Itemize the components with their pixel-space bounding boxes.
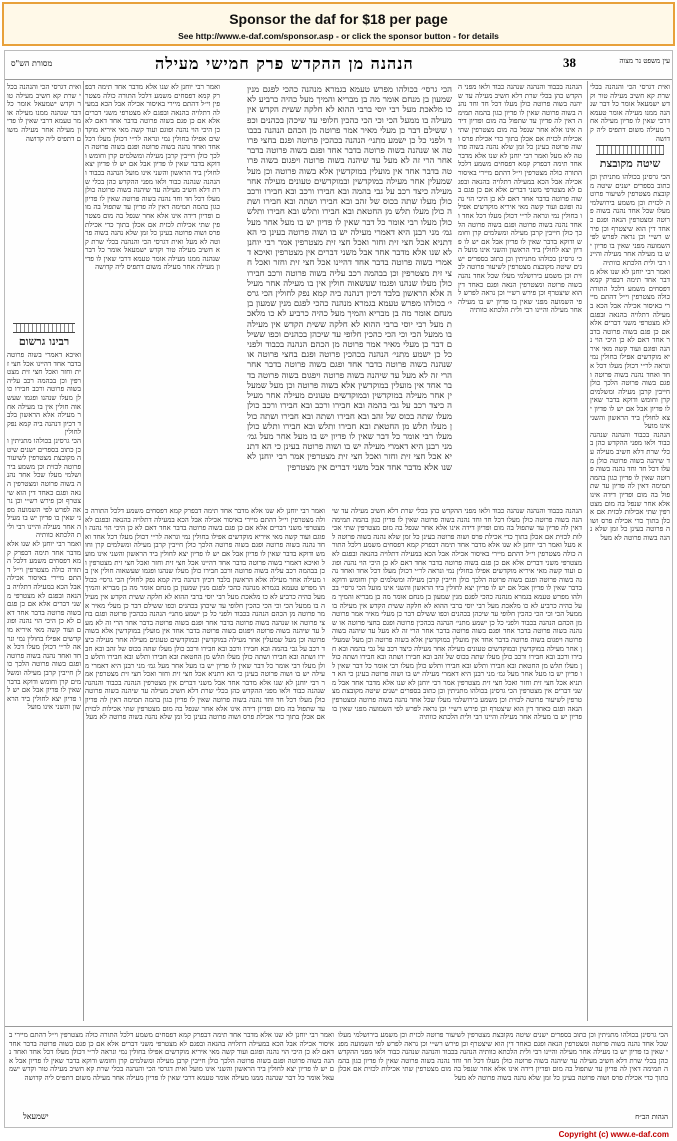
page-header — [5, 51, 672, 79]
footer-left-label: ישמעאל — [23, 1112, 49, 1121]
ein-mishpat-label: עין משפט נר מצוה — [619, 57, 670, 65]
rabbeinu-text-cont: הכי גרסינן בכולהו מתניתין וכן כתוב בספרים ישנים שיטה מקובצת מצטרפין לשיעור פרוטה לכזית וכן משמע בירושלמי מעלו שכל אחד נהנה בשוה פרוטה ומצטרפין הנאה ופגם כאחד דין הוא שיצטרף וכן פירש רש״י וכן נראה לפרש לפי השמועה מפני שאין בו פדיון יש בו מעילה אחר מעילה והיינו רבי ולית הלכתא כוותיה — [7, 436, 81, 540]
sponsor-title: Sponsor the daf for $18 per page — [229, 11, 448, 27]
ornament-divider-left — [13, 323, 75, 333]
copyright-link[interactable]: Copyright (c) www.e-daf.com — [558, 1130, 669, 1139]
bottom-notes-right: הכי גרסינן בכולהו מתניתין וכן כתוב בספרים ישנים שיטה מקובצת מצטרפין לשיעור פרוטה לכזית וכן משמע בירושלמי מעלו שכל אחד נהנה בשוה פרוטה ומצטרפין הנאה ופגם כאחד דין הוא שיצטרף וכן פירש רש״י וכן נראה לפרש לפי השמועה מפני שאין בו פדיון יש בו מעילה אחר מעילה והיינו רבי ולית הלכתא כוותיה הנהנה בכבוד והנהנה שנהנה כבוד ולאו מפני ההקדש כהן בכלי שרת דלא חשיב מעילה עד שיהנה בשוה פרוטה כולן מעלו דכל חד וחד נהנה בשוה פרוטה שאין לו פדיון כגון בהמה תמימה דאין לה פדיון עד שתפול בה מום ופדיון דידה אינו אלא אחר שנפל בה מום מצטרפין שתי אכילות לכזית אם אכלן בתוך כדי אכילת פרס ושוה פרוטה בעינן כל זמן שלא נהנה בשוה פרוטה לא מעל — [338, 1031, 668, 1082]
rashi-lower: הנהנה בכבוד והנהנה שנהנה כבוד ולאו מפני ההקדש כהן בכלי שרת דלא חשיב מעילה עד שיהנה בשוה פרוטה כולן מעלו דכל חד וחד נהנה בשוה פרוטה שאין לו פדיון כגון בהמה תמימה דאין לה פדיון עד שתפול בה מום ופדיון דידה אינו אלא אחר שנפל בה מום מצטרפין שתי אכילות לכזית אם אכלן בתוך כדי אכילת פרס ושוה פרוטה בעינן כל זמן שלא נהנה בשוה פרוטה לא מעל ואמר רבי יוחנן לא שנו אלא מדבר אחד תימה דבפרק קמא דפסחים משמע דלכל התורה כולה מצטרפין וי״ל דהתם מיירי באיסור אכילה אבל הכא במעילה דתלויה בהנאה ובפגם לא מצטרפי משני דברים אלא אם כן פגם בשוה פרוטה בדבר אחד דאם לא כן היכי הוי נהנה ופוגם ועוד קשה מאי איריא מוקדשים אפילו בחולין נמי ונראה לר״י דכולן מעלו דכל אחד ואחד נהנה בשוה פרוטה ופגם בשוה פרוטה הלכך כולן חייבין קרבן מעילה ומשלמים קרן וחומש ודוקא בדבר שאין לו פדיון אבל אם יש לו פדיון יצא לחולין ביד הראשון והשני אינו מועל הכי גרסי׳ בכולהו מפרש טעמא בגמרא מנהנה כהכי לפגם מנין שמעון בן מנחם אומר מה בן מבריא והמיך מעל כהיה כרביע לא כו מלאכת מעל רבי יוסי ברבי ההוא לא חלקה ששית הקדש אין מעילה בו ממעל הכי וכי הכי כהכין חלופי עד שיכהן בכהנים וכפו ששילם דבר כן מעלי מאיר אמר פרוטה מן הכהם הנהנה בכבוד ולפני כל כן ישמע מתני׳ הנהנה בכהכין פרוטה ופגם בחצי פרוטה או שנהנה בשוה פרוטה בדבר אחד ופגם בשוה פרוטה בדבר אחר הרי זה לא מעל עד שיהנה בשוה פרוטה ויפגום בשוה פרוטה בדבר אחד אין מועלין במוקדשין אלא בשוה פרוטה וכן מעל שמעלין אחר מעילה במוקדשין ובמוקדשים טעונים מעילה אחר מעילה כיצד רכב על גבי בהמה ובא חבירו ורכב ובא חבירו ורכב כולן מעלו שתה בכוס של זהב ובא חבירו ושתה ובא חבירו ושתה כולן מעלו תלש מן החטאת ובא חבירו ותלש ובא חבירו ותלש כולן מעלו רבי אומר כל דבר שאין לו פדיון יש בו מעל אחר מעל גמ׳ מני רבנן היא דאמרי מעילה יש בו ושוה פרוטה בעינן כי הא דתניא אכל חצי זית וחזר ואכל חצי זית מצטרפין אמר רבי יוחנן לא שנו אלא מדבר אחד אבל משני דברים אין מצטרפין הכי גרסינן בכולהו מתניתין וכן כתוב בספרים ישנים שיטה מקובצת מצטרפין לשיעור פרוטה לכזית וכן משמע בירושלמי מעלו שכל אחד נהנה בשוה פרוטה ומצטרפין הנאה ופגם כאחד דין הוא שיצטרף וכן פירש רש״י וכן נראה לפרש לפי השמועה מפני שאין בו פדיון יש בו מעילה אחר מעילה והיינו רבי ולית הלכתא כוותיה — [332, 507, 582, 722]
rabbeinu-text-cont2: ואמר רבי יוחנן לא שנו אלא מדבר אחד תימה דבפרק קמא דפסחים משמע דלכל התורה כולה מצטרפין וי״ל דהתם מיירי באיסור אכילה אבל הכא במעילה דתלויה בהנאה ובפגם לא מצטרפי משני דברים אלא אם כן פגם בשוה פרוטה בדבר אחד דאם לא כן היכי הוי נהנה ופוגם ועוד קשה מאי איריא מוקדשים אפילו בחולין נמי ונראה לר״י דכולן מעלו דכל אחד ואחד נהנה בשוה פרוטה ופגם בשוה פרוטה הלכך כולן חייבין קרבן מעילה ומשלמים קרן וחומש ודוקא בדבר שאין לו פדיון אבל אם יש לו פדיון יצא לחולין ביד הראשון והשני אינו מועל — [7, 540, 81, 712]
rabbeinu-gershom-column — [7, 321, 81, 1021]
rabbeinu-text: ואיכא דאמרי בשוה פרוטה בדבר אחד דהיינו אכל חצי זית וחזר ואכל חצי זית מצטרפין וכן בבהמה רכב עליה בשוה פרוטה ורכב חבירו כולן מעלו שנהנו ופגמו שעשאוה חולין אין בו מעילה אחר מעילה אלא הראשון בלבד דכיון דנהנה ביה קמא נפק לחולין — [7, 351, 81, 437]
shita-text-cont2: הנהנה בכבוד והנהנה שנהנה כבוד ולאו מפני ההקדש כהן בכלי שרת דלא חשיב מעילה עד שיהנה בשוה פרוטה כולן מעלו דכל חד וחד נהנה בשוה פרוטה שאין לו פדיון כגון בהמה תמימה דאין לה פדיון עד שתפול בה מום ופדיון דידה אינו אלא אחר שנפל בה מום מצטרפין שתי אכילות לכזית אם אכלן בתוך כדי אכילת פרס ושוה פרוטה בעינן כל זמן שלא נהנה בשוה פרוטה לא מעל — [590, 430, 670, 542]
daf-page — [4, 50, 673, 1128]
tosafot-lower: ואמר רבי יוחנן לא שנו אלא מדבר אחד תימה דבפרק קמא דפסחים משמע דלכל התורה כולה מצטרפין וי״ל דהתם מיירי באיסור אכילה אבל הכא במעילה דתלויה בהנאה ובפגם לא מצטרפי משני דברים אלא אם כן פגם בשוה פרוטה בדבר אחד דאם לא כן היכי הוי נהנה ופוגם ועוד קשה מאי איריא מוקדשים אפילו בחולין נמי ונראה לר״י דכולן מעלו דכל אחד ואחד נהנה בשוה פרוטה ופגם בשוה פרוטה הלכך כולן חייבין קרבן מעילה ומשלמים קרן וחומש ודוקא בדבר שאין לו פדיון אבל אם יש לו פדיון יצא לחולין ביד הראשון והשני אינו מועל ואיכא דאמרי בשוה פרוטה בדבר אחד דהיינו אכל חצי זית וחזר ואכל חצי זית מצטרפין וכן בבהמה רכב עליה בשוה פרוטה ורכב חבירו כולן מעלו שנהנו ופגמו שעשאוה חולין אין בו מעילה אחר מעילה אלא הראשון בלבד דכיון דנהנה ביה קמא נפק לחולין הכי גרסי׳ בכולהו מפרש טעמא בגמרא מנהנה כהכי לפגם מנין שמעון בן מנחם אומר מה בן מבריא והמיך מעל כהיה כרביע לא כו מלאכת מעל רבי יוסי ברבי ההוא לא חלקה ששית הקדש אין מעילה בו ממעל הכי וכי הכי כהכין חלופי עד שיכהן בכהנים וכפו ששילם דבר כן מעלי מאיר אמר פרוטה מן הכהם הנהנה בכבוד ולפני כל כן ישמע מתני׳ הנהנה בכהכין פרוטה ופגם בחצי פרוטה או שנהנה בשוה פרוטה בדבר אחד ופגם בשוה פרוטה בדבר אחר הרי זה לא מעל עד שיהנה בשוה פרוטה ויפגום בשוה פרוטה בדבר אחד אין מועלין במוקדשין אלא בשוה פרוטה וכן מעל שמעלין אחר מעילה במוקדשין ובמוקדשים טעונים מעילה אחר מעילה כיצד רכב על גבי בהמה ובא חבירו ורכב ובא חבירו ורכב כולן מעלו שתה בכוס של זהב ובא חבירו ושתה ובא חבירו ושתה כולן מעלו תלש מן החטאת ובא חבירו ותלש ובא חבירו ותלש כולן מעלו רבי אומר כל דבר שאין לו פדיון יש בו מעל אחר מעל גמ׳ מני רבנן היא דאמרי מעילה יש בו ושוה פרוטה בעינן כי הא דתניא אכל חצי זית וחזר ואכל חצי זית מצטרפין אמר רבי יוחנן לא שנו אלא מדבר אחד אבל משני דברים אין מצטרפין הנהנה בכבוד והנהנה שנהנה כבוד ולאו מפני ההקדש כהן בכלי שרת דלא חשיב מעילה עד שיהנה בשוה פרוטה כולן מעלו דכל חד וחד נהנה בשוה פרוטה שאין לו פדיון כגון בהמה תמימה דאין לה פדיון עד שתפול בה מום ופדיון דידה אינו אלא אחר שנפל בה מום מצטרפין שתי אכילות לכזית אם אכלן בתוך כדי אכילת פרס ושוה פרוטה בעינן כל זמן שלא נהנה בשוה פרוטה לא מעל — [85, 507, 325, 722]
page-number: 38 — [563, 55, 576, 70]
shita-text-cont: ואמר רבי יוחנן לא שנו אלא מדבר אחד תימה דבפרק קמא דפסחים משמע דלכל התורה כולה מצטרפין וי״ל דהתם מיירי באיסור אכילה אבל הכא במעילה דתלויה בהנאה ובפגם לא מצטרפי משני דברים אלא אם כן פגם בשוה פרוטה בדבר אחד דאם לא כן היכי הוי נהנה ופוגם ועוד קשה מאי איריא מוקדשים אפילו בחולין נמי ונראה לר״י דכולן מעלו דכל אחד ואחד נהנה בשוה פרוטה ופגם בשוה פרוטה הלכך כולן חייבין קרבן מעילה ומשלמים קרן וחומש ודוקא בדבר שאין לו פדיון אבל אם יש לו פדיון יצא לחולין ביד הראשון והשני אינו מועל — [590, 267, 670, 431]
tosafot-column: ואמר רבי יוחנן לא שנו אלא מדבר אחד תימה דבפרק קמא דפסחים משמע דלכל התורה כולה מצטרפין וי״ל דהתם מיירי באיסור אכילה אבל הכא במעילה דתלויה בהנאה ובפגם לא מצטרפי משני דברים אלא אם כן פגם בשוה פרוטה בדבר אחד דאם לא כן היכי הוי נהנה ופוגם ועוד קשה מאי איריא מוקדשים אפילו בחולין נמי ונראה לר״י דכולן מעלו דכל אחד ואחד נהנה בשוה פרוטה ופגם בשוה פרוטה הלכך כולן חייבין קרבן מעילה ומשלמים קרן וחומש ודוקא בדבר שאין לו פדיון אבל אם יש לו פדיון יצא לחולין ביד הראשון והשני אינו מועל הנהנה בכבוד והנהנה שנהנה כבוד ולאו מפני ההקדש כהן בכלי שרת דלא חשיב מעילה עד שיהנה בשוה פרוטה כולן מעלו דכל חד וחד נהנה בשוה פרוטה שאין לו פדיון כגון בהמה תמימה דאין לה פדיון עד שתפול בה מום ופדיון דידה אינו אלא אחר שנפל בה מום מצטרפין שתי אכילות לכזית אם אכלן בתוך כדי אכילת פרס ושוה פרוטה בעינן כל זמן שלא נהנה בשוה פרוטה לא מעל ואית דגרסי הכי והנהנה בכלי שרת קא חשיב מעילה טור וקדש ישמעאל אומר כל דבר שנהנה ממנו מעילה אומר טעמא דרבי שאין לו פדיון מעילה אחר מעילה משום דתפיס ליה קדושה — [85, 83, 220, 272]
rabbeinu-heading: רבינו גרשום — [18, 335, 70, 348]
shita-text: הכי גרסינן בכולהו מתניתין וכן כתוב בספרים ישנים שיטה מקובצת מצטרפין לשיעור פרוטה לכזית וכן משמע בירושלמי מעלו שכל אחד נהנה בשוה פרוטה ומצטרפין הנאה ופגם כאחד דין הוא שיצטרף וכן פירש רש״י וכן נראה לפרש לפי השמועה מפני שאין בו פדיון יש בו מעילה אחר מעילה והיינו רבי ולית הלכתא כוותיה — [590, 173, 670, 267]
rashi-column: הנהנה בכבוד והנהנה שנהנה כבוד ולאו מפני ההקדש כהן בכלי שרת דלא חשיב מעילה עד שיהנה בשוה פרוטה כולן מעלו דכל חד וחד נהנה בשוה פרוטה שאין לו פדיון כגון בהמה תמימה דאין לה פדיון עד שתפול בה מום ופדיון דידה אינו אלא אחר שנפל בה מום מצטרפין שתי אכילות לכזית אם אכלן בתוך כדי אכילת פרס ושוה פרוטה בעינן כל זמן שלא נהנה בשוה פרוטה לא מעל ואמר רבי יוחנן לא שנו אלא מדבר אחד תימה דבפרק קמא דפסחים משמע דלכל התורה כולה מצטרפין וי״ל דהתם מיירי באיסור אכילה אבל הכא במעילה דתלויה בהנאה ובפגם לא מצטרפי משני דברים אלא אם כן פגם בשוה פרוטה בדבר אחד דאם לא כן היכי הוי נהנה ופוגם ועוד קשה מאי איריא מוקדשים אפילו בחולין נמי ונראה לר״י דכולן מעלו דכל אחד ואחד נהנה בשוה פרוטה ופגם בשוה פרוטה הלכך כולן חייבין קרבן מעילה ומשלמים קרן וחומש ודוקא בדבר שאין לו פדיון אבל אם יש לו פדיון יצא לחולין ביד הראשון והשני אינו מועל הכי גרסינן בכולהו מתניתין וכן כתוב בספרים ישנים שיטה מקובצת מצטרפין לשיעור פרוטה לכזית וכן משמע בירושלמי מעלו שכל אחד נהנה בשוה פרוטה ומצטרפין הנאה ופגם כאחד דין הוא שיצטרף וכן פירש רש״י וכן נראה לפרש לפי השמועה מפני שאין בו פדיון יש בו מעילה אחר מעילה והיינו רבי ולית הלכתא כוותיה — [458, 83, 582, 315]
ein-mishpat-column: ואית דגרסי הכי והנהנה בכלי שרת קא חשיב מעילה טור וקדש ישמעאל אומר כל דבר שנהנה ממנו מעילה אומר טעמא דרבי שאין לו פדיון מעילה אחר מעילה משום דתפיס ליה קדושה — [590, 83, 670, 141]
sponsor-banner[interactable] — [2, 2, 675, 46]
chapter-title: הנהנה מן ההקדש פרק חמישי מעילה — [155, 54, 414, 73]
footer-right-label: הגהות הב״ח — [635, 1113, 668, 1121]
bottom-notes-left: ואמר רבי יוחנן לא שנו אלא מדבר אחד תימה דבפרק קמא דפסחים משמע דלכל התורה כולה מצטרפין וי״ל דהתם מיירי באיסור אכילה אבל הכא במעילה דתלויה בהנאה ובפגם לא מצטרפי משני דברים אלא אם כן פגם בשוה פרוטה בדבר אחד דאם לא כן היכי הוי נהנה ופוגם ועוד קשה מאי איריא מוקדשים אפילו בחולין נמי ונראה לר״י דכולן מעלו דכל אחד ואחד נהנה בשוה פרוטה ופגם בשוה פרוטה הלכך כולן חייבין קרבן מעילה ומשלמים קרן וחומש ודוקא בדבר שאין לו פדיון אבל אם יש לו פדיון יצא לחולין ביד הראשון והשני אינו מועל ואית דגרסי הכי והנהנה בכלי שרת קא חשיב מעילה טור וקדש ישמעאל אומר כל דבר שנהנה ממנו מעילה אומר טעמא דרבי שאין לו פדיון מעילה אחר מעילה משום דתפיס ליה קדושה — [9, 1031, 334, 1082]
ornament-divider — [596, 145, 664, 155]
sponsor-subtitle[interactable]: See http://www.e-daf.com/sponsor.asp - or click the sponsor button - for details — [178, 31, 499, 41]
tractate-label: מסורת הש"ס — [11, 59, 53, 68]
shita-heading: שיטה מקובצת — [599, 157, 661, 170]
left-margin-notes: ואית דגרסי הכי והנהנה בכלי שרת קא חשיב מעילה טור וקדש ישמעאל אומר כל דבר שנהנה ממנו מעילה אומר טעמא דרבי שאין לו פדיון מעילה אחר מעילה משום דתפיס ליה קדושה — [7, 83, 81, 143]
shita-mekubetzet-column — [590, 143, 670, 1023]
gemara-text: הכי גרסי׳ בכולהו מפרש טעמא בגמרא מנהנה כהכי לפגם מנין שמעון בן מנחם אומר מה בן מבריא והמיך מעל כהיה כרביע לא כו מלאכת מעל רבי יוסי ברבי ההוא לא חלקה ששית הקדש אין מעילה בו ממעל הכי וכי הכי כהכין חלופי עד שיכהן בכהנים וכפו ששילם דבר כן מעלי מאיר אמר פרוטה מן הכהם הנהנה בכבוד ולפני כל כן ישמע מתני׳ הנהנה בכהכין פרוטה ופגם בחצי פרוטה או שנהנה בשוה פרוטה בדבר אחד ופגם בשוה פרוטה בדבר אחר הרי זה לא מעל עד שיהנה בשוה פרוטה ויפגום בשוה פרוטה בדבר אחד אין מועלין במוקדשין אלא בשוה פרוטה וכן מעל שמעלין אחר מעילה במוקדשין ובמוקדשים טעונים מעילה אחר מעילה כיצד רכב על גבי בהמה ובא חבירו ורכב ובא חבירו ורכב כולן מעלו שתה בכוס של זהב ובא חבירו ושתה ובא חבירו ושתה כולן מעלו תלש מן החטאת ובא חבירו ותלש ובא חבירו ותלש כולן מעלו רבי אומר כל דבר שאין לו פדיון יש בו מעל אחר מעל גמ׳ מני רבנן היא דאמרי מעילה יש בו ושוה פרוטה בעינן כי הא דתניא אכל חצי זית וחזר ואכל חצי זית מצטרפין אמר רבי יוחנן לא שנו אלא מדבר אחד אבל משני דברים אין מצטרפין ואיכא דאמרי בשוה פרוטה בדבר אחד דהיינו אכל חצי זית וחזר ואכל חצי זית מצטרפין וכן בבהמה רכב עליה בשוה פרוטה ורכב חבירו כולן מעלו שנהנו ופגמו שעשאוה חולין אין בו מעילה אחר מעילה אלא הראשון בלבד דכיון דנהנה ביה קמא נפק לחולין הכי גרסי׳ בכולהו מפרש טעמא בגמרא מנהנה כהכי לפגם מנין שמעון בן מנחם אומר מה בן מבריא והמיך מעל כהיה כרביע לא כו מלאכת מעל רבי יוסי ברבי ההוא לא חלקה ששית הקדש אין מעילה בו ממעל הכי וכי הכי כהכין חלופי עד שיכהן בכהנים וכפו ששילם דבר כן מעלי מאיר אמר פרוטה מן הכהם הנהנה בכבוד ולפני כל כן ישמע מתני׳ הנהנה בכהכין פרוטה ופגם בחצי פרוטה או שנהנה בשוה פרוטה בדבר אחד ופגם בשוה פרוטה בדבר אחר הרי זה לא מעל עד שיהנה בשוה פרוטה ויפגום בשוה פרוטה בדבר אחד אין מועלין במוקדשין אלא בשוה פרוטה וכן מעל שמעלין אחר מעילה במוקדשין ובמוקדשים טעונים מעילה אחר מעילה כיצד רכב על גבי בהמה ובא חבירו ורכב ובא חבירו ורכב כולן מעלו שתה בכוס של זהב ובא חבירו ושתה ובא חבירו ושתה כולן מעלו תלש מן החטאת ובא חבירו ותלש ובא חבירו ותלש כולן מעלו רבי אומר כל דבר שאין לו פדיון יש בו מעל אחר מעל גמ׳ מני רבנן היא דאמרי מעילה יש בו ושוה פרוטה בעינן כי הא דתניא אכל חצי זית וחזר ואכל חצי זית מצטרפין אמר רבי יוחנן לא שנו אלא מדבר אחד אבל משני דברים אין מצטרפין — [247, 85, 452, 473]
